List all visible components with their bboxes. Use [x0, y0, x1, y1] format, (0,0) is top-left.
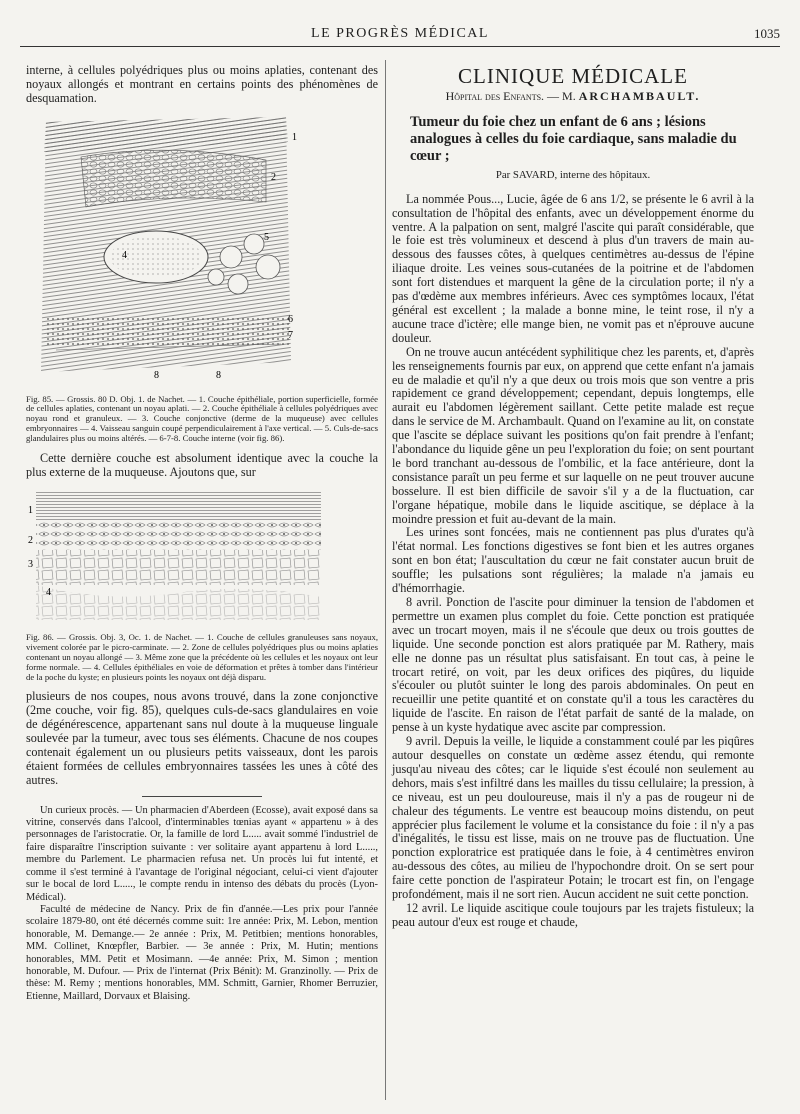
fig85-label-1: 1	[292, 131, 297, 143]
case-paragraph-3: Les urines sont foncées, mais ne contiennent pas plus d'urates qu'à l'état normal. Les fonctions digestives se font bien et les autres organes sont en bon état; l'auscultation du cœur ne fait constater aucun bruit de souffle; les pulsations sont régulières; la malade n'a jamais eu d'hémorrhagie.	[392, 525, 754, 596]
fig85-label-8a: 8	[154, 369, 159, 381]
fig85-label-5: 5	[264, 231, 269, 243]
hospital-name: Hôpital des Enfants. — M.	[445, 88, 579, 103]
case-paragraph-1: La nommée Pous..., Lucie, âgée de 6 ans 1/2, se présente le 6 avril à la consultation de l'hôpital des enfants, avec un développement énorme du ventre. A la palpation on sent, malgré l'ascite qui paraît considérable, que le foie est très volumineux et descend à plus d'un travers de main au-dessous des fausses côtes, à quelques centimètres au-dessus de l'épine iliaque droite. Les veines sous-cutanées de la poitrine et de l'abdomen sont fort distendues et marquent la gêne de la circulation porte; il n'y a pas d'œdème aux membres inférieurs. Avec ces symptômes locaux, l'état général est excellent ; la malade a bonne mine, le teint rose, il n'y a aucune trace d'ictère; elle mange bien, ne vomit pas et n'éprouve aucune douleur.	[392, 191, 754, 345]
left-column	[26, 64, 378, 1003]
column-divider	[385, 60, 386, 1100]
fig85-label-4: 4	[122, 249, 127, 261]
paragraph-2: Cette dernière couche est absolument identique avec la couche la plus externe de la muqueuse. Ajoutons que, sur	[26, 450, 378, 479]
news-curious-trial: Un curieux procès. — Un pharmacien d'Aberdeen (Ecosse), avait exposé dans sa vitrine, conservés dans l'alcool, d'interminables tœnias ayant « appartenu » à des personnages de l'aristocratie. Or, la famille de lord L..... avait sommé l'industriel de faire disparaître l'inscription suivante : ver solitaire ayant appartenu à lord L....., membre du Parlement. Le pharmacien refusa net. Un procès lui fut intenté, et comme il s'est terminé à l'avantage de l'original négociant, celui-ci vient d'ajouter sur le bocal de lord L....., le compte rendu in intenso des débats du procès (Lyon-Médical).	[26, 804, 378, 903]
case-paragraph-6: 12 avril. Le liquide ascitique coule toujours par les trajets fistuleux; la peau autour d'eux est rouge et chaude,	[392, 900, 754, 929]
article-title: Tumeur du foie chez un enfant de 6 ans ; lésions analogues à celles du foie cardiaque, sans maladie du cœur ;	[410, 113, 737, 164]
section-title: CLINIQUE MÉDICALE	[458, 64, 688, 88]
fig86-label-4: 4	[46, 587, 51, 599]
journal-title: LE PROGRÈS MÉDICAL	[311, 26, 489, 41]
fig85-label-8b: 8	[216, 369, 221, 381]
fig85-label-2: 2	[271, 171, 276, 183]
paragraph-3: plusieurs de nos coupes, nous avons trouvé, dans la zone conjonctive (2me couche, voir fig. 85), quelques culs-de-sacs glandulaires en voie de dégénérescence, appartenant sans nul doute à la muqueuse linguale soulevée par la tumeur, avec tous ses éléments. Chacune de nos coupes contenait également un ou plusieurs petits vaisseaux, dont les parois étaient formées de cellules embryonnaires tassées les unes à côté des autres.	[26, 689, 378, 787]
case-paragraph-5: 9 avril. Depuis la veille, le liquide a constamment coulé par les piqûres autour desquelles on constate un œdème assez étendu, qui remonte jusqu'au niveau des côtes; car le liquide s'est écoulé non seulement au dehors, mais s'est infiltré dans les mailles du tissu cellulaire; la pression, à ce niveau, est un peu douloureuse, mais il n'y a pas de rougeur ni de chaleur des téguments. Le ventre est beaucoup moins distendu, on peut apprécier plus facilement le volume et la consistance du foie : il n'y a pas d'inégalités, le tissu est lisse, mais on ne trouve pas de fluctuation. Une ponction exploratrice est pratiquée dans le foie, à 4 centimètres environ au-dessous des côtes, au milieu de l'hypochondre droit. On se sert pour faire cette ponction de l'aspirateur Potain; le trocart est fin, on l'engage profondément, mais il ne sort rien. Aucun accident ne suit cette ponction.	[392, 734, 754, 902]
figure-86-caption: Fig. 86. — Grossis. Obj. 3, Oc. 1. de Nachet. — 1. Couche de cellules granuleuses sans noyaux, vivement colorée par le picro-carminate. — 2. Zone de cellules polyédriques plus ou moins aplaties contenant un noyau allongé — 3. Même zone que la précédente où les cellules et les noyaux ont leur forme normale. — 4. Cellules épithéliales en voie de déformation et prêtes à tomber dans l'intérieur de la poche du kyste; en plusieurs points les noyaux ont déjà disparu.	[26, 632, 378, 682]
case-paragraph-4: 8 avril. Ponction de l'ascite pour diminuer la tension de l'abdomen et permettre un examen plus complet du foie. Cette ponction est pratiquée avec un trocart moyen, mais il ne s'écoule que deux ou trois gouttes de liquide. Une seconde ponction est alors pratiquée par M. Rathery, mais elle ne donne pas un résultat plus satisfaisant. En tout cas, à peine le trocart retiré, on voit, par les deux orifices des piqûres, du liquide s'écouler ou plutôt suinter le long des parois abdominales. On peut en recueillir une petite quantité et on constate qu'il a tous les caractères du liquide de l'ascite. En raison de l'état parfait de santé de la malade, on pense à un kyste hydatique avec ascite par compression.	[392, 595, 754, 735]
fig86-label-3: 3	[28, 559, 33, 571]
right-column	[392, 64, 754, 930]
news-nancy-prizes: Faculté de médecine de Nancy. Prix de fin d'année.—Les prix pour l'année scolaire 1879-80, ont été décernés comme suit: 1re année: Prix, M. Lebon, mention honorable, M. Demange.— 2e année : Prix, M. Petitbien; mentions honorables, MM. Collinet, Knœpfler, Barbier. — 3e année : Prix, M. Hutin; mentions honorables, MM. Petit et Mosimann. —4e année: Prix, M. Simon ; mention honorable, M. Dufour. — Prix de l'internat (Prix Bénit): M. Granzinolly. — Prix de thèse: M. Remy ; mentions honorables, MM. Schmitt, Garnier, Rhomer Berruzier, Etienne, Maillard, Dorvaux et Blaising.	[26, 903, 378, 1002]
figure-86-illustration	[26, 485, 326, 625]
section-divider	[142, 796, 262, 797]
article-byline: Par SAVARD, interne des hôpitaux.	[495, 168, 651, 181]
fig85-label-7: 7	[288, 329, 293, 341]
fig86-label-2: 2	[28, 535, 33, 547]
page-number: 1035	[754, 26, 780, 41]
hospital-line	[392, 90, 754, 104]
case-paragraph-2: On ne trouve aucun antécédent syphilitique chez les parents, et, d'après les renseignements fournis par eux, on apprend que cette enfant n'a jamais eu de maladie et qu'il n'y a que deux ou trois mois que son ventre a pris rapidement ce grand développement; cependant, depuis longtemps, elle aurait eu l'abdomen légèrement saillant. Cette petite malade est reçue dans le service de M. Archambault. Quand on l'examine au lit, on constate que l'ascite se déplace suivant les positions qu'on fait prendre à l'enfant; l'abondance du liquide gêne un peu l'exploration du foie; on sent pourtant le bord tranchant au-dessous de l'ombilic, et la face antérieure, dont la consistance paraît un peu ferme et sur laquelle on ne peut trouver aucune bosselure. Il est bien difficile de savoir s'il y a de la fluctuation, car l'organe hépatique, mobile dans le liquide ascitique, se déplace à la moindre pression et fuit au-devant de la main.	[392, 344, 754, 526]
fig86-label-1: 1	[28, 505, 33, 517]
figure-85-illustration	[26, 112, 306, 387]
running-header	[20, 24, 780, 47]
figure-85-caption: Fig. 85. — Grossis. 80 D. Obj. 1. de Nachet. — 1. Couche épithéliale, portion superficielle, formée de cellules aplaties, contenant un noyau aplati. — 2. Couche épithéliale à cellules polyédriques avec noyau rond et granuleux. — 3. Couche conjonctive (derme de la muqueuse) avec cellules embryonnaires — 4. Vaisseau sanguin coupé perpendiculairement à l'axe vertical. — 5. Culs-de-sacs glandulaires plus ou moins altérés. — 6-7-8. Couche interne (voir fig. 86).	[26, 393, 378, 443]
intro-paragraph: interne, à cellules polyédriques plus ou moins aplaties, contenant des noyaux allongés et montrant en certains points des phénomènes de desquamation.	[26, 63, 378, 105]
fig85-label-6: 6	[288, 313, 293, 325]
doctor-name: ARCHAMBAULT.	[578, 88, 701, 103]
